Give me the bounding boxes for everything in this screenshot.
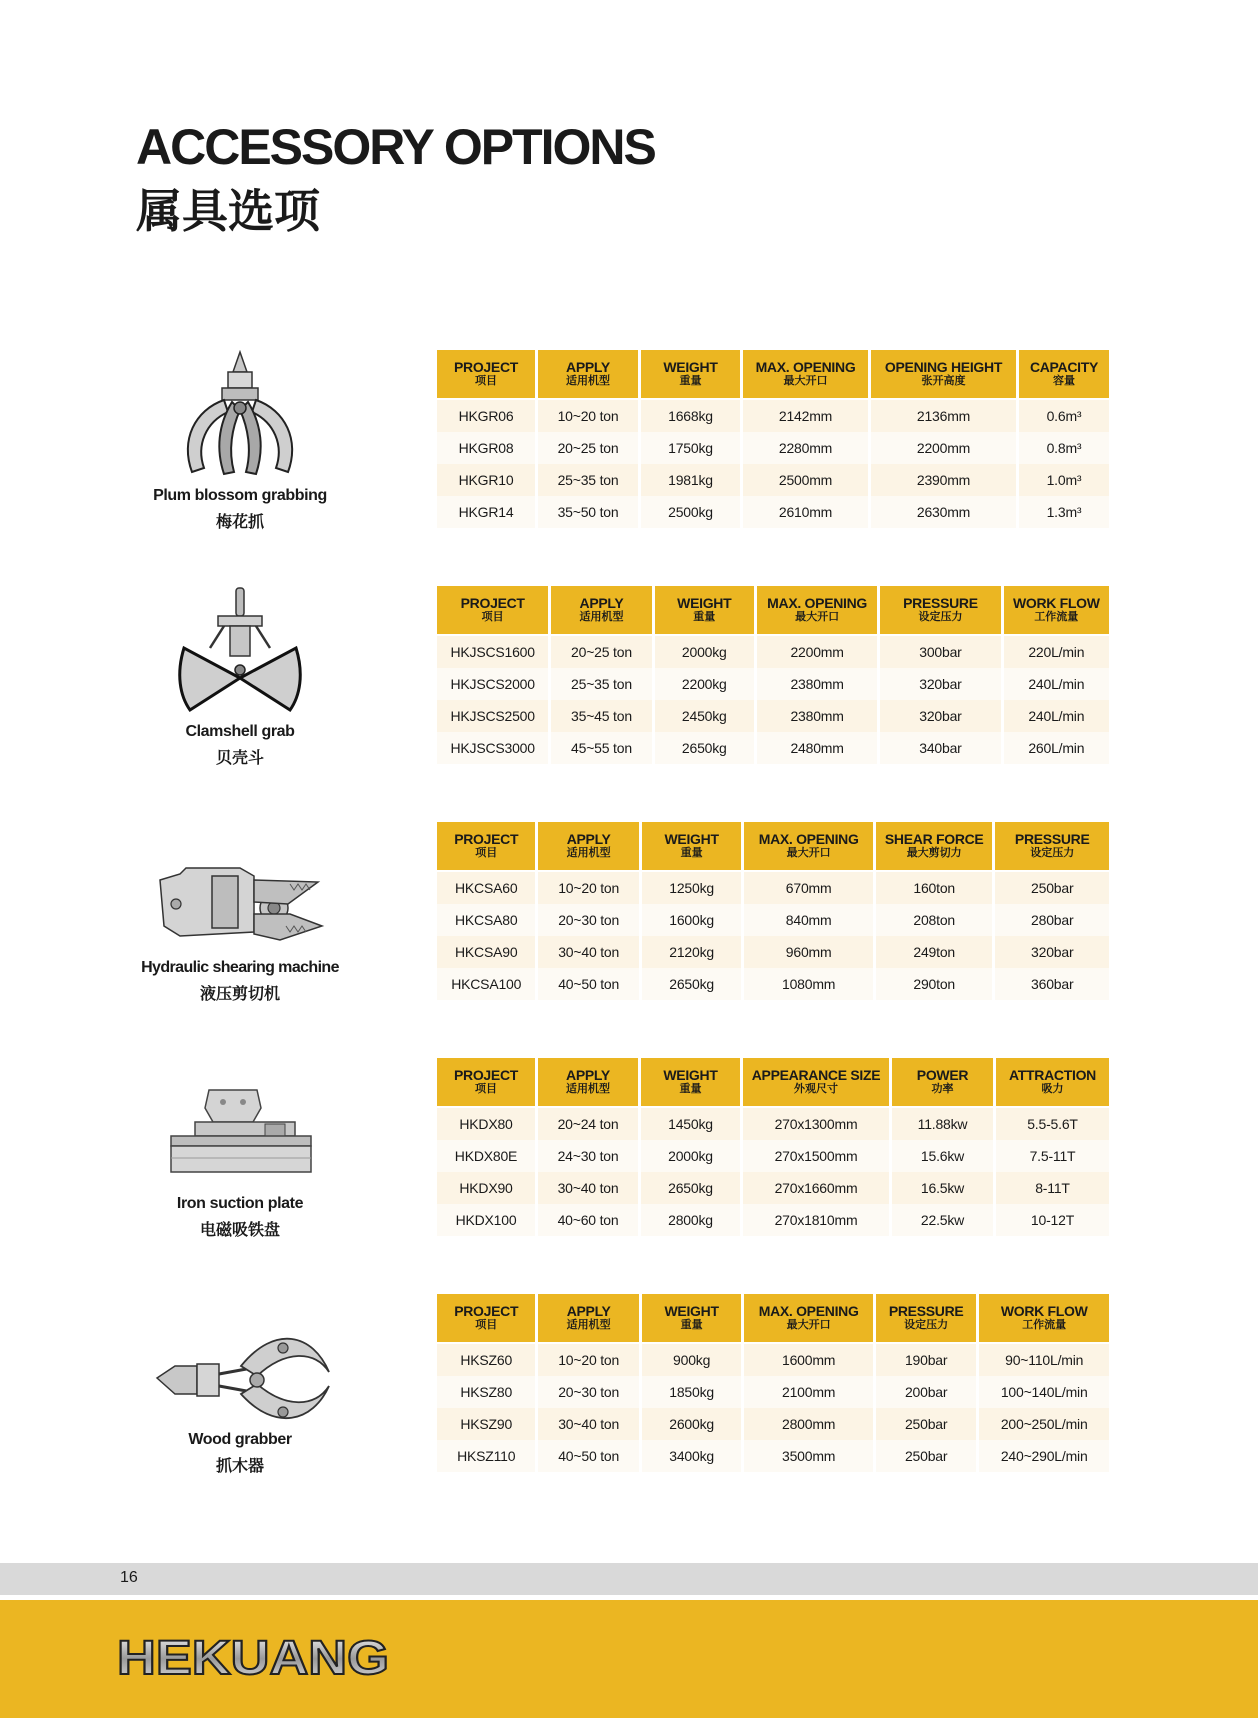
column-header: PROJECT 项目 [437,350,535,400]
column-header: APPLY 适用机型 [551,586,651,636]
page-title-cn: 属具选项 [136,185,320,237]
column-header: PRESSURE 设定压力 [876,1294,976,1344]
column-header: PRESSURE 设定压力 [995,822,1109,872]
table-row: HKJSCS3000 45~55 ton 2650kg 2480mm 340bar 260L/min [437,732,1109,764]
table-row: HKCSA60 10~20 ton 1250kg 670mm 160ton 250bar [437,872,1109,904]
table-row: HKCSA80 20~30 ton 1600kg 840mm 208ton 280bar [437,904,1109,936]
column-header: POWER 功率 [892,1058,993,1108]
column-header: MAX. OPENING 最大开口 [743,350,868,400]
column-header: MAX. OPENING 最大开口 [744,822,873,872]
accessory-section [0,1058,1258,1248]
product-name: Plum blossom grabbing [153,487,327,504]
column-header: WEIGHT 重量 [641,350,740,400]
table-row: HKSZ110 40~50 ton 3400kg 3500mm 250bar 240~290L/min [437,1440,1109,1472]
table-row: HKSZ80 20~30 ton 1850kg 2100mm 200bar 100~140L/min [437,1376,1109,1408]
table-row: HKCSA90 30~40 ton 2120kg 960mm 249ton 320bar [437,936,1109,968]
table-row: HKGR10 25~35 ton 1981kg 2500mm 2390mm 1.0m³ [437,464,1109,496]
product-name: Hydraulic shearing machine [141,959,339,976]
accessory-section [0,822,1258,1012]
product-name-cn: 电磁吸铁盘 [199,1222,280,1239]
spec-table [434,586,1112,764]
product-name-cn: 抓木器 [215,1458,264,1475]
column-header: OPENING HEIGHT 张开高度 [871,350,1016,400]
product-name-cn: 贝壳斗 [215,750,264,767]
column-header: MAX. OPENING 最大开口 [757,586,877,636]
column-header: SHEAR FORCE 最大剪切力 [876,822,993,872]
product-card [140,822,340,1012]
table-row: HKGR14 35~50 ton 2500kg 2610mm 2630mm 1.3m³ [437,496,1109,528]
table-row: HKGR06 10~20 ton 1668kg 2142mm 2136mm 0.6m³ [437,400,1109,432]
clamshell-grab-icon [170,586,310,716]
accessory-section [0,350,1258,540]
column-header: APPLY 适用机型 [538,822,638,872]
product-card [140,1294,340,1484]
table-row: HKJSCS2000 25~35 ton 2200kg 2380mm 320bar 240L/min [437,668,1109,700]
column-header: WORK FLOW 工作流量 [1004,586,1109,636]
accessory-section [0,1294,1258,1484]
table-row: HKDX80E 24~30 ton 2000kg 270x1500mm 15.6kw 7.5-11T [437,1140,1109,1172]
footer-divider-band [0,1563,1258,1595]
spec-table [434,1058,1112,1236]
column-header: WEIGHT 重量 [642,822,741,872]
table-row: HKSZ60 10~20 ton 900kg 1600mm 190bar 90~110L/min [437,1344,1109,1376]
accessory-section [0,586,1258,776]
column-header: MAX. OPENING 最大开口 [744,1294,873,1344]
product-card [140,586,340,776]
column-header: APPLY 适用机型 [538,350,638,400]
product-name: Wood grabber [188,1431,292,1448]
plum-blossom-grab-icon [170,350,310,480]
table-row: HKCSA100 40~50 ton 2650kg 1080mm 290ton 360bar [437,968,1109,1000]
column-header: CAPACITY 容量 [1019,350,1109,400]
column-header: WEIGHT 重量 [642,1294,741,1344]
column-header: WEIGHT 重量 [655,586,754,636]
spec-table [434,350,1112,528]
column-header: APPLY 适用机型 [538,1294,638,1344]
page-number: 16 [120,1569,138,1586]
table-row: HKJSCS1600 20~25 ton 2000kg 2200mm 300bar 220L/min [437,636,1109,668]
product-name-cn: 液压剪切机 [199,986,280,1003]
column-header: PROJECT 项目 [437,586,548,636]
product-card [140,350,340,540]
table-row: HKGR08 20~25 ton 1750kg 2280mm 2200mm 0.8m³ [437,432,1109,464]
wood-grabber-icon [145,1294,335,1424]
column-header: WEIGHT 重量 [641,1058,740,1108]
table-row: HKDX80 20~24 ton 1450kg 270x1300mm 11.88kw 5.5-5.6T [437,1108,1109,1140]
column-header: PROJECT 项目 [437,822,535,872]
spec-table [434,1294,1112,1472]
column-header: APPLY 适用机型 [538,1058,638,1108]
hekuang-logo [115,1628,395,1684]
table-row: HKDX90 30~40 ton 2650kg 270x1660mm 16.5kw 8-11T [437,1172,1109,1204]
hydraulic-shear-icon [150,822,330,952]
product-name: Clamshell grab [185,723,295,740]
table-row: HKSZ90 30~40 ton 2600kg 2800mm 250bar 200~250L/min [437,1408,1109,1440]
column-header: PRESSURE 设定压力 [880,586,1000,636]
magnet-plate-icon [165,1058,315,1188]
product-card [140,1058,340,1248]
product-name: Iron suction plate [176,1195,304,1212]
column-header: WORK FLOW 工作流量 [979,1294,1109,1344]
column-header: PROJECT 项目 [437,1294,535,1344]
brand-wordmark: HEKUANG [117,1632,389,1684]
page-title: ACCESSORY OPTIONS [136,119,655,175]
table-row: HKJSCS2500 35~45 ton 2450kg 2380mm 320bar 240L/min [437,700,1109,732]
table-row: HKDX100 40~60 ton 2800kg 270x1810mm 22.5kw 10-12T [437,1204,1109,1236]
column-header: APPEARANCE SIZE 外观尺寸 [743,1058,889,1108]
spec-table [434,822,1112,1000]
product-name-cn: 梅花抓 [215,514,264,531]
column-header: ATTRACTION 吸力 [996,1058,1109,1108]
column-header: PROJECT 项目 [437,1058,535,1108]
